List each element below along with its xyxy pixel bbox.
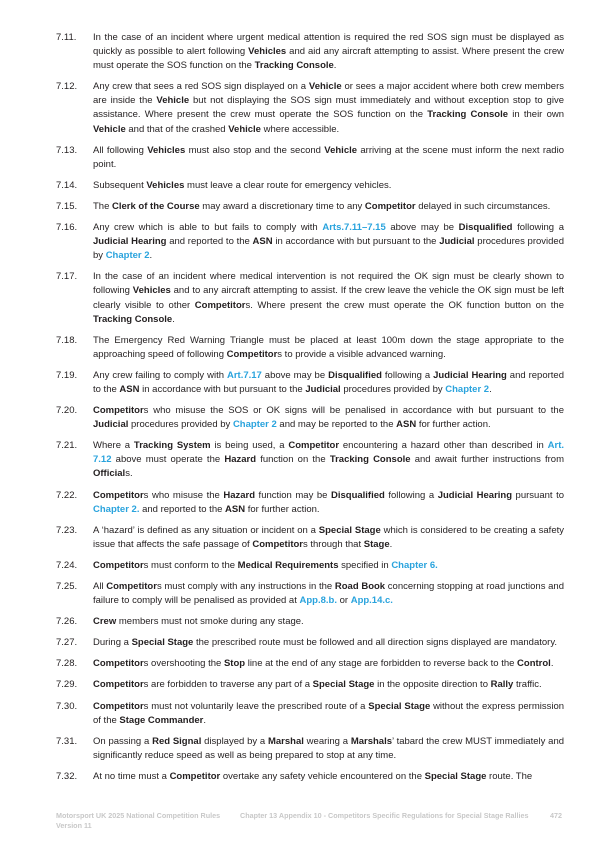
clause [56,270,564,326]
defined-term: Disqualified [330,489,385,501]
clause-number: 7.23. [56,524,78,536]
clause-text-run: All [93,581,107,592]
clause [56,31,564,73]
clause-text-run: members must not smoke during any stage. [116,616,304,628]
clause-text-run: or sees a major accident where both crew members are inside the [93,81,564,107]
clause-text-run: s. [125,468,133,480]
cross-reference-link[interactable]: App.8.b. [299,595,337,607]
clause-text-run: . [489,383,492,395]
clause-text [93,439,564,481]
defined-term: Special Stage [312,679,375,691]
defined-term: Stage [363,538,390,550]
clause-text [93,636,564,650]
clause-text-run: s. Where present the crew must operate the OK function button on the [245,299,564,311]
clause-text-run: for further action. [416,419,491,431]
clause-text-run: function on the [256,454,330,466]
clause-number: 7.31. [56,735,78,747]
defined-term: Tracking Console [93,313,173,325]
clause-text-run: traffic. [513,679,542,691]
defined-term: Competitor [364,200,416,212]
clause-text-run: Any crew which is able to but fails to comply with [93,222,323,234]
clause-text-run: s must comply with any instructions in the [156,581,335,592]
clause-text-run: procedures provided by [93,236,565,262]
clause-text [93,144,564,172]
clause-text-run: s must conform to the [143,559,238,571]
defined-term: Special Stage [131,637,194,649]
clause-text-run: following a [512,222,564,234]
clause-number: 7.17. [56,271,78,283]
defined-term: Tracking System [133,440,211,452]
clause-text-run: On passing a [93,735,153,747]
clause-text [93,524,564,552]
cross-reference-link[interactable]: Arts.7.11–7.15 [322,222,386,234]
clause-text-run: . [550,658,554,670]
defined-term: Road Book [334,581,386,592]
clause-number: 7.30. [56,700,78,712]
clause-text-run: s overshooting the [143,658,224,670]
defined-term: Vehicle [156,95,190,107]
clause-text-run: . [149,250,153,262]
clause-number: 7.25. [56,581,78,592]
defined-term: Competitor [169,770,221,782]
clause-text [93,404,564,432]
defined-term: Vehicle [308,81,342,93]
clause-number: 7.24. [56,559,78,571]
clause [56,221,564,263]
clause-number: 7.21. [56,440,78,452]
clause-text [93,80,564,136]
defined-term: Competitor [288,440,340,452]
footer-publication: Motorsport UK 2025 National Competition Rules Version 11 [56,811,221,830]
defined-term: Tracking Console [427,109,509,121]
clause-text-run: must also stop and the second [185,144,325,156]
clause-number: 7.20. [56,405,78,417]
clause-text [93,334,564,362]
clause-text-run: and may be reported to the [276,419,397,431]
clause-number: 7.15. [56,200,78,212]
defined-term: Judicial Hearing [437,489,513,501]
clause-text [93,580,564,608]
clause [56,439,564,481]
clause-text [93,221,564,263]
defined-term: Vehicle [324,144,358,156]
clause-text [93,270,564,326]
defined-term: Vehicle [228,123,261,135]
cross-reference-link[interactable]: Chapter 2 [232,419,277,431]
clause-text-run: At no time must a [93,770,170,782]
clause-text-run: or [336,595,351,607]
defined-term: Competitor [106,581,157,592]
clause-text-run: arriving at the scene must inform the next radio point. [93,144,564,170]
clause-text-run: During a [93,637,132,649]
defined-term: ASN [396,419,417,431]
clause-text-run: A ‘hazard’ is defined as any situation or incident on a [93,524,319,536]
defined-term: Clerk of the Course [112,200,200,212]
clause-text-run: above must operate the [111,454,225,466]
clause-text-run: line at the end of any stage are forbidden to reverse back to the [245,658,518,670]
clause-text-run: Subsequent [93,179,147,191]
defined-term: ASN [252,236,273,248]
clause-text [93,657,564,671]
clause-number: 7.26. [56,616,78,628]
defined-term: Stop [223,658,246,670]
clause-text-run: in the opposite direction to [374,679,491,691]
clause-text-run: where accessible. [260,123,340,135]
cross-reference-link[interactable]: Chapter 6. [391,559,438,571]
clause [56,144,564,172]
defined-term: Competitor [93,679,144,691]
clause [56,489,564,517]
defined-term: ASN [119,383,140,395]
clause-text-run: and await further instructions from [410,454,565,466]
defined-term: Judicial [93,419,129,431]
clause-text [93,678,564,692]
defined-term: Competitor [252,538,303,550]
clause-text-run: displayed by a [201,735,268,747]
clause-text-run: s to provide a visible advanced warning. [277,348,446,360]
clause-text-run: Any crew that sees a red SOS sign displayed on a [93,81,309,93]
clause-number: 7.28. [56,658,78,670]
clause-text-run: . [333,60,337,72]
clause-text [93,179,564,193]
defined-term: Rally [490,679,514,691]
clause-text-run: specified in [338,559,392,571]
clause-text-run: but not displaying the SOS sign must immediately and without exception stop to give assistance. Where present the crew must operate the SOS function on the [93,95,564,121]
clause [56,200,564,214]
clause-text-run: and reported to the [93,369,564,395]
clause-text-run: the prescribed route must be followed and all direction signs displayed are mandatory. [193,637,558,649]
clause [56,524,564,552]
defined-term: Competitor [93,405,144,417]
clause [56,80,564,136]
defined-term: Vehicles [147,144,186,156]
clause-number: 7.13. [56,144,78,156]
defined-term: Judicial Hearing [433,369,507,381]
defined-term: Disqualified [328,369,382,381]
clause-number: 7.22. [56,489,78,501]
clause-number: 7.19. [56,369,78,381]
clause-text [93,31,564,73]
defined-term: Stage Commander [119,714,204,726]
clause [56,770,564,784]
clause [56,334,564,362]
footer-chapter: Chapter 13 Appendix 10 - Competitors Specific Regulations for Special Stage Rallies [240,811,529,820]
clause-text [93,559,564,573]
clause-text-run: route. The [486,770,533,782]
clause-text-run: in accordance with but pursuant to the [139,383,306,395]
clause-text [93,489,564,517]
clause-text-run: All following [93,144,148,156]
clause-text-run: Where a [93,440,134,452]
clause-text-run: and aid any aircraft attempting to assist. Where present the crew must operate the SOS function on the [93,46,564,72]
clause-text-run: delayed in such circumstances. [415,200,551,212]
regulations-body [56,31,564,791]
defined-term: Vehicle [93,123,126,135]
clause [56,179,564,193]
clause-text-run: and reported to the [166,236,253,248]
clause-number: 7.11. [56,32,77,43]
clause [56,636,564,650]
clause-text-run: for further action. [245,503,320,515]
clause-text-run: function may be [255,489,331,501]
clause-text-run: above may be [261,369,329,381]
clause [56,615,564,629]
defined-term: Competitor [93,700,144,712]
clause [56,735,564,763]
defined-term: Competitor [93,559,144,571]
defined-term: Control [517,658,551,670]
defined-term: Judicial [305,383,341,395]
defined-term: Vehicles [248,46,287,58]
clause-number: 7.32. [56,770,78,782]
clause-text-run: above may be [385,222,459,234]
clause-text-run: The Emergency Red Warning Triangle must be placed at least 100m down the stage appropriate to the approaching speed of following [93,334,564,360]
defined-term: Disqualified [458,222,513,234]
clause-text-run: . [389,538,393,550]
clause-text-run: In the case of an incident where medical intervention is not required the OK sign must be clearly shown to following [93,271,564,297]
defined-term: Tracking Console [254,60,334,72]
defined-term: Competitor [226,348,278,360]
clause [56,369,564,397]
clause-text-run: Any crew failing to comply with [93,369,227,381]
cross-reference-link[interactable]: Art. 7.12 [93,440,565,466]
defined-term: ASN [225,503,246,515]
defined-term: Marshal [267,735,304,747]
clause-text-run: following a [381,369,434,381]
defined-term: Hazard [224,454,257,466]
defined-term: Competitor [194,299,246,311]
clause-text-run: in their own [508,109,565,121]
clause-text-run: procedures provided by [128,419,233,431]
clause-text-run: may award a discretionary time to any [199,200,365,212]
clause-text-run: s who misuse the SOS or OK signs will be penalised in accordance with but pursuant to the [143,405,564,417]
clause-text-run: s through that [303,538,364,550]
clause [56,700,564,728]
clause-text-run: procedures provided by [340,383,446,395]
clause-text-run: must leave a clear route for emergency vehicles. [184,179,392,191]
clause-text-run: and to any aircraft attempting to assist. If the crew leave the vehicle the OK sign must be left clearly visible to other [93,285,564,311]
defined-term: Vehicles [132,285,171,297]
defined-term: Special Stage [424,770,487,782]
cross-reference-link[interactable]: Chapter 2 [445,383,490,395]
defined-term: Competitor [93,489,144,501]
defined-term: Judicial [439,236,475,248]
defined-term: Competitor [93,658,144,670]
clause-text-run: . [172,313,175,325]
clause-text-run: s are forbidden to traverse any part of a [143,679,313,691]
clause-text-run: concerning stopping at road junctions and failure to comply will be penalised as provided at [93,581,565,607]
defined-term: Special Stage [318,524,381,536]
defined-term: Official [93,468,126,480]
defined-term: Tracking Console [329,454,411,466]
clause-text [93,770,564,784]
clause [56,580,564,608]
clause-text-run: in accordance with but pursuant to the [272,236,440,248]
clause-text [93,200,564,214]
clause-text-run: overtake any safety vehicle encountered on the [220,770,425,782]
clause-number: 7.16. [56,222,78,234]
cross-reference-link[interactable]: Chapter 2. [93,503,140,515]
clause-text [93,700,564,728]
defined-term: Special Stage [368,700,431,712]
clause-text-run: following a [384,489,438,501]
clause [56,657,564,671]
clause-text-run: wearing a [303,735,351,747]
clause-text-run: and reported to the [139,503,226,515]
clause-number: 7.27. [56,637,78,649]
clause-text-run: s must not voluntarily leave the prescribed route of a [143,700,369,712]
clause [56,404,564,432]
cross-reference-link[interactable]: Art.7.17 [226,369,262,381]
defined-term: Judicial Hearing [93,236,167,248]
clause [56,678,564,692]
defined-term: Vehicles [146,179,185,191]
clause-text-run: pursuant to [512,489,564,501]
clause-text-run: In the case of an incident where urgent medical attention is required the red SOS sign must be displayed as quickly as possible to alert following [93,32,564,58]
clause-number: 7.18. [56,334,78,346]
clause-text-run: without the express permission of the [93,700,565,726]
clause-text [93,369,564,397]
clause-number: 7.12. [56,81,78,93]
clause-text-run: which is considered to be creating a safety issue that affects the safe passage of [93,524,564,550]
clause-number: 7.29. [56,679,78,691]
clause-text-run: s who misuse the [143,489,224,501]
clause-text [93,735,564,763]
clause-text-run: encountering a hazard other than described in [339,440,548,452]
clause-text-run: is being used, a [210,440,289,452]
clause-text-run: The [93,200,113,212]
defined-term: Red Signal [152,735,202,747]
defined-term: Crew [93,616,117,628]
page-number: 472 [550,811,562,820]
clause [56,559,564,573]
clause-number: 7.14. [56,179,78,191]
clause-text-run: . [203,714,206,726]
clause-text-run: and that of the crashed [125,123,229,135]
defined-term: Hazard [223,489,256,501]
cross-reference-link[interactable]: App.14.c. [350,595,393,607]
clause-text-run: ’ tabard the crew MUST immediately and significantly reduce speed as well as being prepared to stop at any time. [93,735,565,761]
clause-text [93,615,564,629]
defined-term: Medical Requirements [237,559,339,571]
cross-reference-link[interactable]: Chapter 2 [105,250,150,262]
defined-term: Marshals [350,735,393,747]
